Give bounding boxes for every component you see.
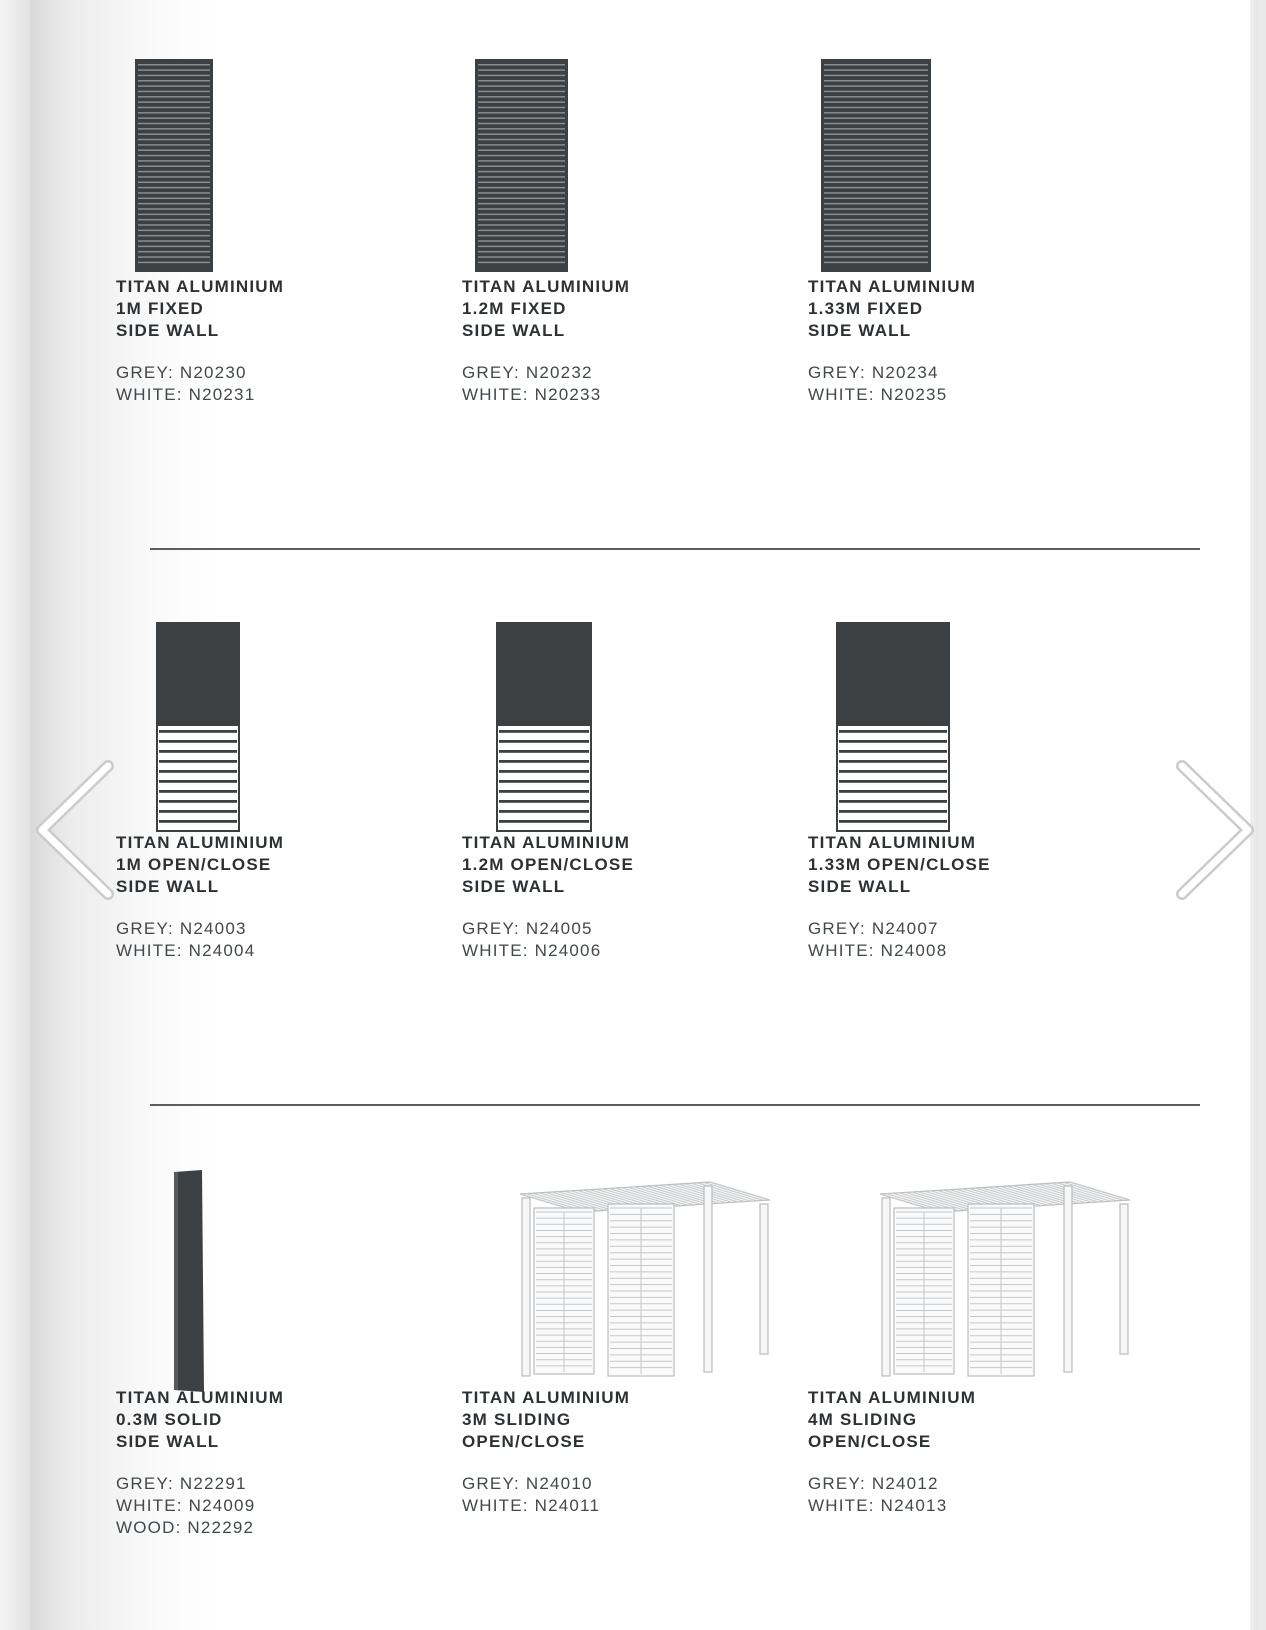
louvre-slat bbox=[824, 112, 928, 113]
louvre-slat bbox=[138, 246, 210, 247]
louvre-slat bbox=[138, 144, 210, 145]
louvre-slat bbox=[824, 80, 928, 81]
louvre-slat bbox=[159, 770, 237, 773]
code-line: WHITE: N24011 bbox=[462, 1496, 601, 1515]
product-codes bbox=[116, 362, 255, 406]
louvre-slat bbox=[478, 176, 565, 177]
louvre-slat bbox=[824, 208, 928, 209]
louvre-slat bbox=[138, 96, 210, 97]
louvre-slat bbox=[159, 730, 237, 733]
louvre-slat bbox=[478, 80, 565, 81]
louvre-slat bbox=[138, 64, 210, 65]
louvre-slat bbox=[478, 101, 565, 102]
louvre-slat bbox=[824, 230, 928, 231]
louvre-slat bbox=[138, 85, 210, 86]
title-line: 0.3M SOLID bbox=[116, 1410, 223, 1429]
louvre-slat bbox=[138, 107, 210, 108]
louvre-slat bbox=[478, 149, 565, 150]
louvre-slat bbox=[478, 246, 565, 247]
louvre-slat bbox=[824, 75, 928, 76]
louvre-slat bbox=[478, 123, 565, 124]
louvre-slat bbox=[499, 750, 589, 753]
louvre-slat bbox=[499, 810, 589, 813]
louvre-slat bbox=[824, 64, 928, 65]
louvre-slat bbox=[839, 790, 947, 793]
louvre-slat bbox=[138, 251, 210, 252]
product-codes bbox=[462, 362, 601, 406]
title-line: 1.2M FIXED bbox=[462, 299, 567, 318]
louvre-slat bbox=[824, 144, 928, 145]
code-line: WHITE: N24009 bbox=[116, 1496, 256, 1515]
code-line: WHITE: N20233 bbox=[462, 385, 602, 404]
product-codes bbox=[808, 1473, 947, 1517]
solid-wall-panel-icon bbox=[170, 1170, 206, 1392]
louvre-slat bbox=[478, 155, 565, 156]
louvre-slat bbox=[824, 187, 928, 188]
open-close-louvre-wall-icon bbox=[156, 622, 240, 832]
title-line: 1.33M OPEN/CLOSE bbox=[808, 855, 991, 874]
louvre-slat bbox=[478, 203, 565, 204]
louvre-slat bbox=[138, 176, 210, 177]
louvre-slat bbox=[824, 192, 928, 193]
title-line: SIDE WALL bbox=[462, 321, 566, 340]
product-codes bbox=[808, 918, 947, 962]
open-close-louvre-wall-icon bbox=[496, 622, 592, 832]
louvre-slat bbox=[824, 251, 928, 252]
product-codes bbox=[808, 362, 947, 406]
louvre-slat bbox=[159, 820, 237, 823]
louvre-slat bbox=[824, 171, 928, 172]
louvre-slat bbox=[824, 176, 928, 177]
code-line: GREY: N24012 bbox=[808, 1474, 939, 1493]
louvre-slat bbox=[824, 96, 928, 97]
title-line: OPEN/CLOSE bbox=[808, 1432, 932, 1451]
louvre-slat bbox=[824, 155, 928, 156]
louvre-slat bbox=[138, 214, 210, 215]
louvre-slat bbox=[159, 780, 237, 783]
louvre-slat bbox=[138, 219, 210, 220]
louvre-slat bbox=[478, 139, 565, 140]
louvre-slat bbox=[824, 256, 928, 257]
title-line: TITAN ALUMINIUM bbox=[462, 277, 631, 296]
louvre-slat bbox=[824, 224, 928, 225]
fixed-louvre-wall-icon bbox=[474, 58, 569, 273]
louvre-slat bbox=[824, 160, 928, 161]
louvre-slat bbox=[138, 112, 210, 113]
code-line: GREY: N20234 bbox=[808, 363, 939, 382]
product-title bbox=[462, 1387, 630, 1453]
louvre-slat bbox=[824, 182, 928, 183]
louvre-slat bbox=[839, 750, 947, 753]
louvre-slat bbox=[839, 780, 947, 783]
louvre-slat bbox=[138, 240, 210, 241]
title-line: SIDE WALL bbox=[808, 321, 912, 340]
louvre-slat bbox=[478, 160, 565, 161]
louvre-slat bbox=[824, 198, 928, 199]
code-line: GREY: N20232 bbox=[462, 363, 593, 382]
louvre-slat bbox=[138, 91, 210, 92]
title-line: 4M SLIDING bbox=[808, 1410, 918, 1429]
code-line: WHITE: N24004 bbox=[116, 941, 256, 960]
louvre-slat bbox=[478, 192, 565, 193]
louvre-slat bbox=[499, 790, 589, 793]
louvre-slat bbox=[138, 133, 210, 134]
louvre-slat bbox=[839, 770, 947, 773]
title-line: TITAN ALUMINIUM bbox=[808, 833, 977, 852]
title-line: TITAN ALUMINIUM bbox=[116, 833, 285, 852]
louvre-slat bbox=[499, 740, 589, 743]
product-title bbox=[116, 832, 284, 898]
code-line: WHITE: N24006 bbox=[462, 941, 602, 960]
code-line: WHITE: N20235 bbox=[808, 385, 948, 404]
louvre-slat bbox=[478, 230, 565, 231]
code-line: GREY: N24003 bbox=[116, 919, 247, 938]
louvre-slat bbox=[159, 810, 237, 813]
louvre-slat bbox=[478, 256, 565, 257]
louvre-slat bbox=[138, 224, 210, 225]
louvre-slat bbox=[824, 128, 928, 129]
louvre-slat bbox=[478, 91, 565, 92]
louvre-slat bbox=[824, 214, 928, 215]
louvre-slat bbox=[824, 203, 928, 204]
code-line: WHITE: N24008 bbox=[808, 941, 948, 960]
next-page-button[interactable] bbox=[1176, 760, 1256, 900]
product-codes bbox=[116, 918, 255, 962]
louvre-slat bbox=[478, 208, 565, 209]
louvre-slat bbox=[138, 80, 210, 81]
louvre-slat bbox=[824, 69, 928, 70]
louvre-slat bbox=[138, 149, 210, 150]
louvre-slat bbox=[478, 214, 565, 215]
louvre-slat bbox=[159, 760, 237, 763]
louvre-slat bbox=[138, 235, 210, 236]
louvre-slat bbox=[824, 246, 928, 247]
louvre-slat bbox=[478, 198, 565, 199]
page-edge bbox=[0, 0, 30, 1630]
louvre-slat bbox=[478, 85, 565, 86]
title-line: OPEN/CLOSE bbox=[462, 1432, 586, 1451]
louvre-slat bbox=[824, 85, 928, 86]
louvre-slat bbox=[824, 123, 928, 124]
louvre-slat bbox=[138, 155, 210, 156]
louvre-slat bbox=[478, 117, 565, 118]
title-line: SIDE WALL bbox=[116, 321, 220, 340]
louvre-slat bbox=[478, 75, 565, 76]
louvre-slat bbox=[138, 75, 210, 76]
title-line: 1M OPEN/CLOSE bbox=[116, 855, 272, 874]
louvre-slat bbox=[138, 198, 210, 199]
louvre-slat bbox=[478, 219, 565, 220]
louvre-slat bbox=[138, 139, 210, 140]
louvre-slat bbox=[138, 117, 210, 118]
fixed-louvre-wall-icon bbox=[820, 58, 932, 273]
title-line: TITAN ALUMINIUM bbox=[462, 1388, 631, 1407]
product-title bbox=[116, 1387, 284, 1453]
louvre-slat bbox=[138, 128, 210, 129]
louvre-slat bbox=[138, 262, 210, 263]
louvre-slat bbox=[824, 262, 928, 263]
louvre-slat bbox=[839, 820, 947, 823]
louvre-slat bbox=[478, 133, 565, 134]
open-close-louvre-wall-icon bbox=[836, 622, 950, 832]
code-line: GREY: N24007 bbox=[808, 919, 939, 938]
louvre-slat bbox=[824, 166, 928, 167]
louvre-slat bbox=[478, 166, 565, 167]
product-title bbox=[808, 1387, 976, 1453]
louvre-slat bbox=[138, 187, 210, 188]
product-title bbox=[462, 832, 634, 898]
title-line: 1.2M OPEN/CLOSE bbox=[462, 855, 634, 874]
louvre-slat bbox=[824, 107, 928, 108]
louvre-slat bbox=[824, 219, 928, 220]
louvre-slat bbox=[824, 149, 928, 150]
louvre-slat bbox=[138, 160, 210, 161]
title-line: TITAN ALUMINIUM bbox=[462, 833, 631, 852]
louvre-slat bbox=[478, 128, 565, 129]
louvre-slat bbox=[138, 69, 210, 70]
louvre-slat bbox=[824, 240, 928, 241]
louvre-slat bbox=[824, 117, 928, 118]
code-line: GREY: N24010 bbox=[462, 1474, 593, 1493]
product-title bbox=[116, 276, 284, 342]
louvre-slat bbox=[478, 96, 565, 97]
louvre-slat bbox=[138, 182, 210, 183]
chevron-left-icon bbox=[34, 760, 114, 900]
louvre-slat bbox=[839, 800, 947, 803]
louvre-slat bbox=[824, 139, 928, 140]
louvre-slat bbox=[824, 133, 928, 134]
louvre-slat bbox=[824, 101, 928, 102]
chevron-right-icon bbox=[1176, 760, 1256, 900]
product-title bbox=[808, 276, 976, 342]
louvre-slat bbox=[159, 740, 237, 743]
louvre-slat bbox=[138, 166, 210, 167]
louvre-slat bbox=[138, 256, 210, 257]
title-line: SIDE WALL bbox=[808, 877, 912, 896]
louvre-slat bbox=[478, 251, 565, 252]
louvre-slat bbox=[478, 69, 565, 70]
code-line: GREY: N24005 bbox=[462, 919, 593, 938]
louvre-slat bbox=[138, 192, 210, 193]
louvre-slat bbox=[478, 262, 565, 263]
louvre-slat bbox=[478, 187, 565, 188]
louvre-slat bbox=[839, 740, 947, 743]
louvre-slat bbox=[138, 203, 210, 204]
title-line: SIDE WALL bbox=[462, 877, 566, 896]
louvre-slat bbox=[478, 64, 565, 65]
title-line: TITAN ALUMINIUM bbox=[808, 277, 977, 296]
louvre-slat bbox=[478, 224, 565, 225]
previous-page-button[interactable] bbox=[34, 760, 114, 900]
section-divider bbox=[150, 548, 1200, 550]
louvre-slat bbox=[159, 790, 237, 793]
louvre-slat bbox=[138, 208, 210, 209]
louvre-slat bbox=[138, 230, 210, 231]
product-codes bbox=[116, 1473, 255, 1539]
louvre-slat bbox=[839, 760, 947, 763]
catalog-page bbox=[30, 0, 1258, 1630]
title-line: 1M FIXED bbox=[116, 299, 205, 318]
louvre-slat bbox=[478, 171, 565, 172]
louvre-slat bbox=[478, 240, 565, 241]
louvre-slat bbox=[478, 107, 565, 108]
louvre-slat bbox=[839, 810, 947, 813]
louvre-slat bbox=[499, 820, 589, 823]
code-line: GREY: N22291 bbox=[116, 1474, 247, 1493]
title-line: TITAN ALUMINIUM bbox=[808, 1388, 977, 1407]
louvre-slat bbox=[499, 780, 589, 783]
louvre-slat bbox=[159, 800, 237, 803]
title-line: SIDE WALL bbox=[116, 1432, 220, 1451]
title-line: TITAN ALUMINIUM bbox=[116, 277, 285, 296]
louvre-slat bbox=[824, 235, 928, 236]
louvre-slat bbox=[478, 235, 565, 236]
louvre-slat bbox=[499, 800, 589, 803]
product-codes bbox=[462, 1473, 600, 1517]
title-line: SIDE WALL bbox=[116, 877, 220, 896]
code-line: GREY: N20230 bbox=[116, 363, 247, 382]
louvre-slat bbox=[824, 91, 928, 92]
louvre-slat bbox=[478, 112, 565, 113]
louvre-slat bbox=[138, 101, 210, 102]
louvre-slat bbox=[499, 760, 589, 763]
louvre-slat bbox=[499, 730, 589, 733]
title-line: 1.33M FIXED bbox=[808, 299, 924, 318]
louvre-slat bbox=[839, 730, 947, 733]
louvre-slat bbox=[478, 144, 565, 145]
louvre-slat bbox=[138, 123, 210, 124]
title-line: TITAN ALUMINIUM bbox=[116, 1388, 285, 1407]
section-divider bbox=[150, 1104, 1200, 1106]
fixed-louvre-wall-icon bbox=[134, 58, 214, 273]
sliding-pergola-icon bbox=[880, 1174, 1130, 1384]
louvre-slat bbox=[499, 770, 589, 773]
product-title bbox=[462, 276, 630, 342]
code-line: WHITE: N20231 bbox=[116, 385, 256, 404]
sliding-pergola-icon bbox=[520, 1174, 770, 1384]
code-line: WHITE: N24013 bbox=[808, 1496, 948, 1515]
louvre-slat bbox=[159, 750, 237, 753]
product-title bbox=[808, 832, 991, 898]
product-codes bbox=[462, 918, 601, 962]
louvre-slat bbox=[478, 182, 565, 183]
code-line: WOOD: N22292 bbox=[116, 1518, 255, 1537]
title-line: 3M SLIDING bbox=[462, 1410, 572, 1429]
louvre-slat bbox=[138, 171, 210, 172]
